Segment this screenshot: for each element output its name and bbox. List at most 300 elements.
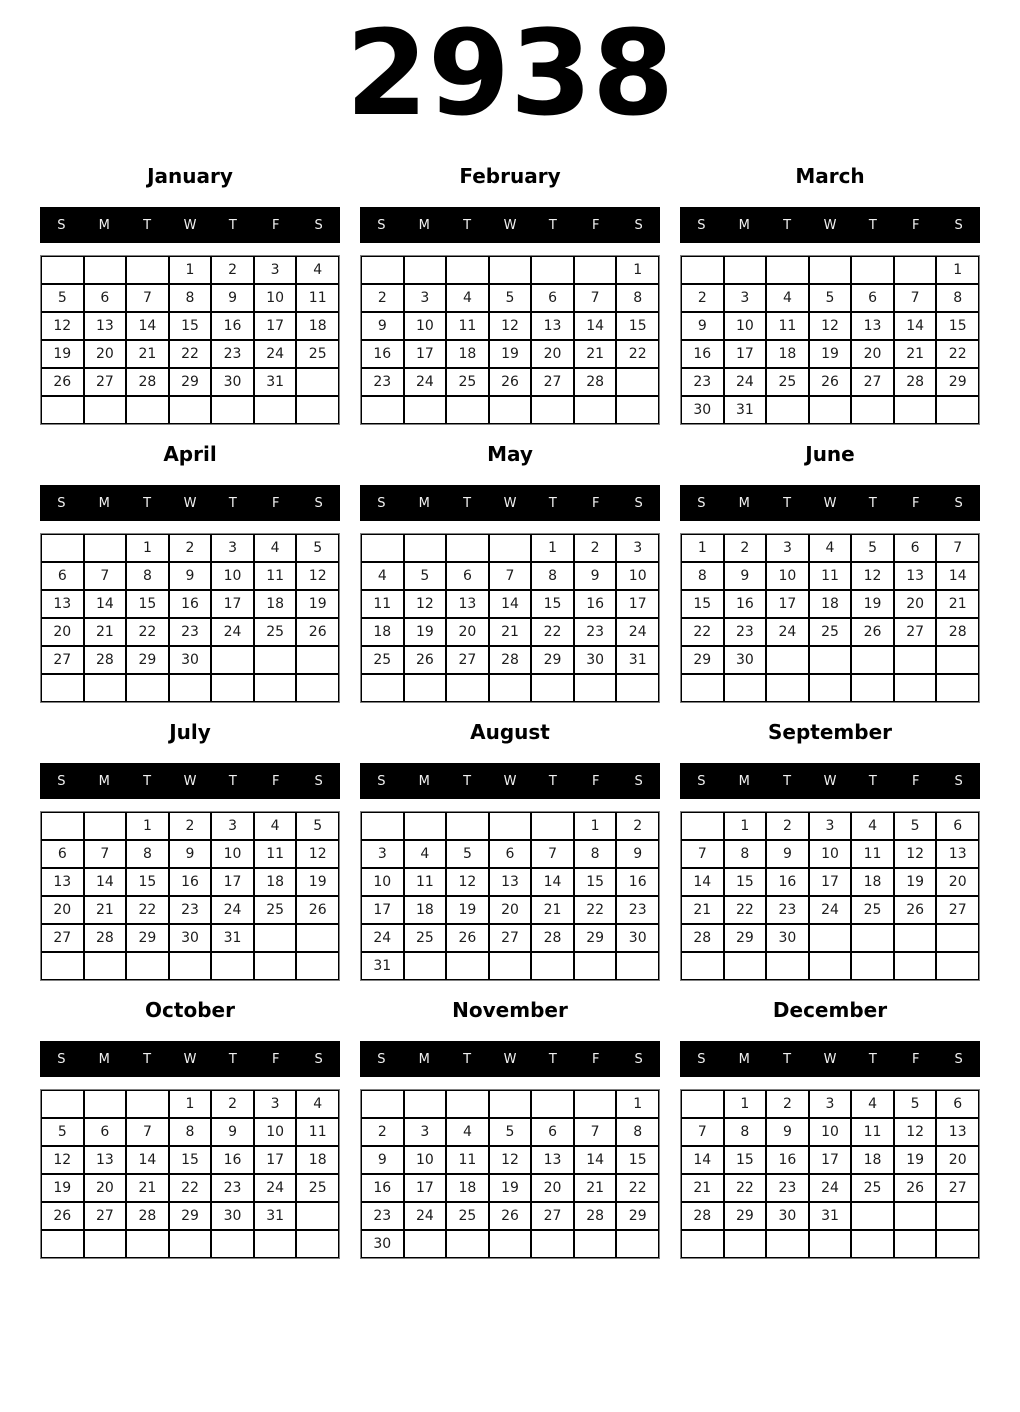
day-cell: 17 (809, 868, 852, 896)
day-cell: 12 (41, 312, 84, 340)
day-cell: 12 (296, 840, 339, 868)
empty-day-cell (296, 368, 339, 396)
weekday-label: F (911, 1051, 920, 1067)
weekday-label: S (697, 773, 706, 789)
empty-day-cell (681, 952, 724, 980)
day-cell: 5 (894, 812, 937, 840)
day-cell: 22 (169, 340, 212, 368)
empty-day-cell (404, 256, 447, 284)
day-cell: 17 (254, 1146, 297, 1174)
day-cell: 7 (936, 534, 979, 562)
day-cell: 19 (489, 1174, 532, 1202)
day-cell: 1 (169, 1090, 212, 1118)
empty-day-cell (169, 1230, 212, 1258)
day-cell: 26 (489, 1202, 532, 1230)
weekday-label: T (143, 1051, 152, 1067)
day-cell: 1 (531, 534, 574, 562)
day-cell: 11 (254, 840, 297, 868)
weekday-label: F (911, 217, 920, 233)
day-cell: 26 (41, 1202, 84, 1230)
day-cell: 23 (616, 896, 659, 924)
day-cell: 3 (254, 1090, 297, 1118)
day-cell: 29 (169, 1202, 212, 1230)
weekday-header-bar (680, 485, 980, 521)
weekday-label: W (503, 773, 517, 789)
day-cell: 7 (84, 840, 127, 868)
day-cell: 4 (296, 256, 339, 284)
empty-day-cell (809, 396, 852, 424)
day-cell: 29 (616, 1202, 659, 1230)
month-title: March (795, 164, 865, 188)
day-cell: 8 (936, 284, 979, 312)
day-cell: 15 (126, 868, 169, 896)
day-cell: 9 (574, 562, 617, 590)
weekday-header-bar (40, 485, 340, 521)
day-cell: 13 (531, 312, 574, 340)
day-cell: 21 (126, 1174, 169, 1202)
day-cell: 13 (851, 312, 894, 340)
month-title: April (163, 442, 217, 466)
empty-day-cell (936, 924, 979, 952)
day-cell: 5 (894, 1090, 937, 1118)
day-cell: 12 (296, 562, 339, 590)
day-cell: 4 (254, 534, 297, 562)
day-cell: 19 (894, 1146, 937, 1174)
month-title: November (452, 998, 568, 1022)
day-cell: 22 (574, 896, 617, 924)
empty-day-cell (936, 1230, 979, 1258)
calendar-grid (680, 811, 980, 981)
weekday-label: M (98, 495, 110, 511)
empty-day-cell (84, 534, 127, 562)
day-cell: 14 (894, 312, 937, 340)
day-cell: 3 (361, 840, 404, 868)
empty-day-cell (41, 396, 84, 424)
day-cell: 23 (766, 896, 809, 924)
day-cell: 13 (894, 562, 937, 590)
day-cell: 2 (169, 812, 212, 840)
day-cell: 12 (404, 590, 447, 618)
empty-day-cell (574, 1230, 617, 1258)
empty-day-cell (766, 1230, 809, 1258)
weekday-label: S (697, 217, 706, 233)
weekday-label: M (738, 1051, 750, 1067)
day-cell: 3 (211, 812, 254, 840)
empty-day-cell (84, 256, 127, 284)
empty-day-cell (616, 1230, 659, 1258)
day-cell: 12 (809, 312, 852, 340)
weekday-label: S (314, 1051, 323, 1067)
day-cell: 28 (681, 924, 724, 952)
month-block (680, 979, 980, 1257)
empty-day-cell (489, 256, 532, 284)
day-cell: 31 (361, 952, 404, 980)
empty-day-cell (936, 952, 979, 980)
day-cell: 26 (404, 646, 447, 674)
empty-day-cell (446, 256, 489, 284)
empty-day-cell (851, 1202, 894, 1230)
month-title: February (459, 164, 561, 188)
month-block (680, 423, 980, 701)
day-cell: 14 (126, 312, 169, 340)
day-cell: 28 (489, 646, 532, 674)
day-cell: 21 (84, 618, 127, 646)
day-cell: 2 (616, 812, 659, 840)
day-cell: 18 (361, 618, 404, 646)
weekday-label: M (98, 1051, 110, 1067)
weekday-label: S (697, 495, 706, 511)
month-block (40, 145, 340, 423)
calendar-grid (680, 533, 980, 703)
weekday-label: M (418, 217, 430, 233)
day-cell: 20 (531, 340, 574, 368)
day-cell: 6 (489, 840, 532, 868)
day-cell: 4 (766, 284, 809, 312)
day-cell: 20 (446, 618, 489, 646)
day-cell: 9 (169, 840, 212, 868)
empty-day-cell (574, 256, 617, 284)
day-cell: 10 (724, 312, 767, 340)
day-cell: 16 (681, 340, 724, 368)
empty-day-cell (681, 674, 724, 702)
day-cell: 21 (894, 340, 937, 368)
day-cell: 12 (446, 868, 489, 896)
day-cell: 24 (809, 896, 852, 924)
empty-day-cell (446, 1230, 489, 1258)
day-cell: 30 (766, 924, 809, 952)
day-cell: 15 (126, 590, 169, 618)
day-cell: 18 (851, 1146, 894, 1174)
day-cell: 13 (446, 590, 489, 618)
day-cell: 6 (851, 284, 894, 312)
day-cell: 23 (169, 896, 212, 924)
day-cell: 26 (851, 618, 894, 646)
day-cell: 14 (574, 1146, 617, 1174)
empty-day-cell (894, 396, 937, 424)
day-cell: 29 (126, 924, 169, 952)
day-cell: 15 (724, 868, 767, 896)
day-cell: 27 (531, 368, 574, 396)
day-cell: 4 (446, 1118, 489, 1146)
month-block (40, 701, 340, 979)
weekday-label: M (738, 495, 750, 511)
day-cell: 24 (616, 618, 659, 646)
day-cell: 20 (936, 868, 979, 896)
empty-day-cell (894, 924, 937, 952)
year-title: 2938 (345, 3, 675, 142)
weekday-label: S (377, 495, 386, 511)
empty-day-cell (724, 952, 767, 980)
month-title: July (169, 720, 211, 744)
day-cell: 30 (211, 368, 254, 396)
day-cell: 13 (531, 1146, 574, 1174)
day-cell: 29 (531, 646, 574, 674)
day-cell: 18 (296, 312, 339, 340)
day-cell: 21 (489, 618, 532, 646)
day-cell: 5 (296, 812, 339, 840)
weekday-label: F (271, 495, 280, 511)
day-cell: 15 (169, 312, 212, 340)
day-cell: 24 (404, 368, 447, 396)
weekday-label: S (634, 773, 643, 789)
day-cell: 15 (531, 590, 574, 618)
empty-day-cell (84, 812, 127, 840)
day-cell: 18 (254, 868, 297, 896)
weekday-label: F (271, 217, 280, 233)
day-cell: 14 (126, 1146, 169, 1174)
day-cell: 4 (851, 812, 894, 840)
empty-day-cell (894, 1230, 937, 1258)
weekday-label: S (314, 217, 323, 233)
empty-day-cell (126, 396, 169, 424)
empty-day-cell (404, 1230, 447, 1258)
weekday-label: T (868, 773, 877, 789)
empty-day-cell (894, 646, 937, 674)
day-cell: 19 (489, 340, 532, 368)
empty-day-cell (894, 1202, 937, 1230)
empty-day-cell (296, 674, 339, 702)
day-cell: 25 (296, 340, 339, 368)
weekday-label: S (377, 217, 386, 233)
empty-day-cell (41, 1230, 84, 1258)
day-cell: 17 (361, 896, 404, 924)
day-cell: 24 (724, 368, 767, 396)
day-cell: 24 (361, 924, 404, 952)
weekday-label: T (868, 217, 877, 233)
day-cell: 6 (446, 562, 489, 590)
empty-day-cell (766, 674, 809, 702)
day-cell: 7 (574, 284, 617, 312)
day-cell: 18 (809, 590, 852, 618)
empty-day-cell (169, 674, 212, 702)
day-cell: 20 (84, 340, 127, 368)
day-cell: 1 (681, 534, 724, 562)
empty-day-cell (211, 396, 254, 424)
empty-day-cell (254, 646, 297, 674)
day-cell: 23 (361, 1202, 404, 1230)
empty-day-cell (41, 534, 84, 562)
day-cell: 5 (404, 562, 447, 590)
day-cell: 23 (766, 1174, 809, 1202)
weekday-label: T (228, 217, 237, 233)
day-cell: 27 (446, 646, 489, 674)
day-cell: 8 (126, 562, 169, 590)
calendar-grid (360, 533, 660, 703)
day-cell: 13 (489, 868, 532, 896)
month-title: January (147, 164, 233, 188)
day-cell: 26 (296, 618, 339, 646)
calendar-grid (40, 1089, 340, 1259)
day-cell: 16 (616, 868, 659, 896)
day-cell: 31 (616, 646, 659, 674)
empty-day-cell (531, 1230, 574, 1258)
empty-day-cell (41, 1090, 84, 1118)
day-cell: 5 (489, 284, 532, 312)
day-cell: 28 (84, 924, 127, 952)
day-cell: 7 (574, 1118, 617, 1146)
weekday-label: S (954, 773, 963, 789)
day-cell: 4 (296, 1090, 339, 1118)
day-cell: 16 (361, 340, 404, 368)
day-cell: 16 (169, 590, 212, 618)
day-cell: 27 (894, 618, 937, 646)
day-cell: 16 (169, 868, 212, 896)
day-cell: 3 (766, 534, 809, 562)
weekday-label: S (954, 217, 963, 233)
day-cell: 10 (254, 1118, 297, 1146)
weekday-label: T (463, 773, 472, 789)
day-cell: 7 (681, 1118, 724, 1146)
day-cell: 20 (489, 896, 532, 924)
day-cell: 22 (616, 1174, 659, 1202)
day-cell: 25 (851, 1174, 894, 1202)
empty-day-cell (894, 952, 937, 980)
empty-day-cell (851, 396, 894, 424)
day-cell: 2 (211, 1090, 254, 1118)
day-cell: 1 (724, 812, 767, 840)
empty-day-cell (489, 396, 532, 424)
day-cell: 10 (809, 1118, 852, 1146)
day-cell: 12 (894, 1118, 937, 1146)
calendar-grid (40, 811, 340, 981)
day-cell: 18 (296, 1146, 339, 1174)
weekday-label: T (783, 217, 792, 233)
weekday-label: M (418, 1051, 430, 1067)
empty-day-cell (851, 256, 894, 284)
day-cell: 22 (531, 618, 574, 646)
day-cell: 16 (574, 590, 617, 618)
day-cell: 21 (574, 340, 617, 368)
day-cell: 18 (766, 340, 809, 368)
empty-day-cell (296, 1230, 339, 1258)
empty-day-cell (531, 1090, 574, 1118)
day-cell: 19 (296, 868, 339, 896)
day-cell: 15 (936, 312, 979, 340)
day-cell: 14 (489, 590, 532, 618)
day-cell: 29 (724, 1202, 767, 1230)
empty-day-cell (766, 256, 809, 284)
day-cell: 9 (211, 1118, 254, 1146)
day-cell: 29 (936, 368, 979, 396)
day-cell: 23 (681, 368, 724, 396)
empty-day-cell (489, 952, 532, 980)
day-cell: 5 (41, 284, 84, 312)
month-title: June (805, 442, 855, 466)
day-cell: 10 (404, 312, 447, 340)
empty-day-cell (254, 1230, 297, 1258)
day-cell: 11 (446, 1146, 489, 1174)
weekday-label: T (783, 773, 792, 789)
day-cell: 8 (616, 1118, 659, 1146)
day-cell: 8 (681, 562, 724, 590)
day-cell: 26 (809, 368, 852, 396)
empty-day-cell (169, 396, 212, 424)
day-cell: 28 (681, 1202, 724, 1230)
empty-day-cell (404, 396, 447, 424)
day-cell: 27 (84, 368, 127, 396)
empty-day-cell (809, 924, 852, 952)
empty-day-cell (574, 952, 617, 980)
day-cell: 23 (361, 368, 404, 396)
day-cell: 7 (894, 284, 937, 312)
empty-day-cell (531, 256, 574, 284)
weekday-label: W (183, 773, 197, 789)
weekday-label: S (314, 495, 323, 511)
empty-day-cell (616, 952, 659, 980)
empty-day-cell (254, 952, 297, 980)
day-cell: 3 (616, 534, 659, 562)
day-cell: 17 (616, 590, 659, 618)
calendar-grid (360, 1089, 660, 1259)
day-cell: 29 (681, 646, 724, 674)
day-cell: 18 (446, 340, 489, 368)
weekday-label: M (418, 773, 430, 789)
empty-day-cell (936, 396, 979, 424)
weekday-label: T (143, 217, 152, 233)
weekday-label: S (57, 773, 66, 789)
day-cell: 9 (766, 840, 809, 868)
weekday-label: F (271, 773, 280, 789)
day-cell: 19 (851, 590, 894, 618)
day-cell: 13 (84, 312, 127, 340)
empty-day-cell (41, 952, 84, 980)
empty-day-cell (446, 396, 489, 424)
empty-day-cell (681, 812, 724, 840)
day-cell: 28 (574, 1202, 617, 1230)
day-cell: 31 (254, 1202, 297, 1230)
empty-day-cell (574, 396, 617, 424)
day-cell: 20 (531, 1174, 574, 1202)
day-cell: 30 (681, 396, 724, 424)
day-cell: 30 (361, 1230, 404, 1258)
empty-day-cell (211, 674, 254, 702)
empty-day-cell (254, 396, 297, 424)
day-cell: 8 (531, 562, 574, 590)
empty-day-cell (894, 674, 937, 702)
day-cell: 17 (211, 590, 254, 618)
weekday-header-bar (360, 1041, 660, 1077)
empty-day-cell (254, 924, 297, 952)
day-cell: 17 (254, 312, 297, 340)
day-cell: 10 (404, 1146, 447, 1174)
day-cell: 9 (361, 312, 404, 340)
day-cell: 1 (616, 1090, 659, 1118)
day-cell: 21 (531, 896, 574, 924)
weekday-label: F (911, 495, 920, 511)
day-cell: 14 (84, 868, 127, 896)
day-cell: 24 (211, 618, 254, 646)
day-cell: 30 (616, 924, 659, 952)
empty-day-cell (446, 534, 489, 562)
day-cell: 1 (724, 1090, 767, 1118)
empty-day-cell (851, 674, 894, 702)
empty-day-cell (489, 674, 532, 702)
weekday-label: W (183, 1051, 197, 1067)
day-cell: 14 (681, 1146, 724, 1174)
day-cell: 14 (84, 590, 127, 618)
day-cell: 21 (574, 1174, 617, 1202)
day-cell: 1 (936, 256, 979, 284)
day-cell: 21 (126, 340, 169, 368)
day-cell: 7 (126, 284, 169, 312)
weekday-label: F (591, 495, 600, 511)
empty-day-cell (361, 534, 404, 562)
day-cell: 15 (616, 312, 659, 340)
day-cell: 18 (446, 1174, 489, 1202)
empty-day-cell (574, 674, 617, 702)
empty-day-cell (84, 396, 127, 424)
empty-day-cell (404, 674, 447, 702)
